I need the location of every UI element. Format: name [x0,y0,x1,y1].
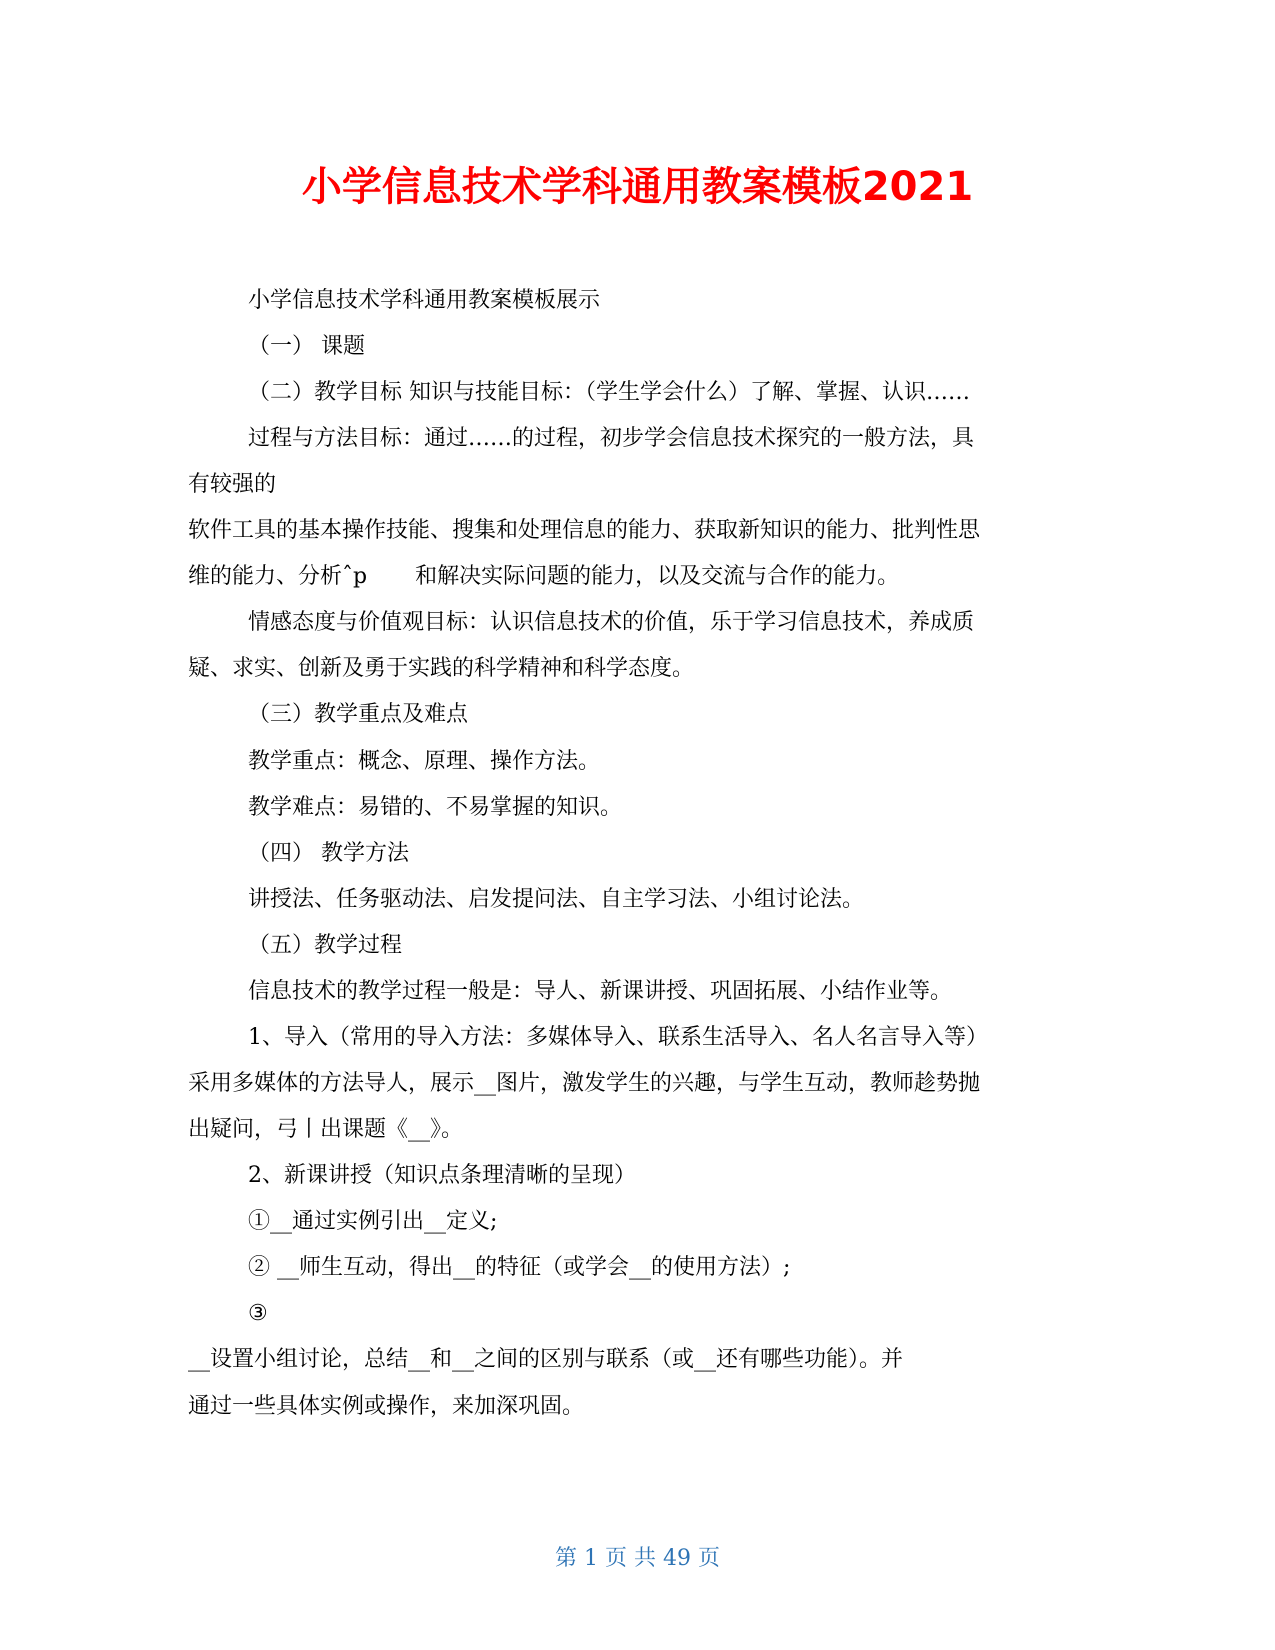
paragraph-key-points-heading: （三）教学重点及难点 [248,702,469,727]
paragraph-item-3-cont: 通过一些具体实例或操作，来加深巩固。 [188,1394,585,1419]
paragraph-step-new-lesson: 2、新课讲授（知识点条理清晰的呈现） [248,1163,636,1188]
paragraph-step-intro-detail-cont: 出疑问，弓丨出课题《__》。 [188,1117,464,1142]
paragraph-key-points: 教学重点：概念、原理、操作方法。 [248,749,601,774]
paragraph-skills-part-b: 和解决实际问题的能力，以及交流与合作的能力。 [415,564,900,589]
paragraph-item-3: __设置小组讨论，总结__和__之间的区别与联系（或__还有哪些功能）。并 [188,1347,904,1372]
paragraph-process-heading: （五）教学过程 [248,933,403,958]
paragraph-intro: 小学信息技术学科通用教案模板展示 [248,288,601,313]
paragraph-skills: 软件工具的基本操作技能、搜集和处理信息的能力、获取新知识的能力、批判性思 [188,518,981,543]
paragraph-methods: 讲授法、任务驱动法、启发提问法、自主学习法、小组讨论法。 [248,887,865,912]
paragraph-difficulties: 教学难点：易错的、不易掌握的知识。 [248,795,623,820]
paragraph-process-method-cont: 有较强的 [188,472,277,497]
paragraph-process-overview: 信息技术的教学过程一般是：导人、新课讲授、巩固拓展、小结作业等。 [248,979,953,1004]
paragraph-item-3-marker: ③ [248,1301,268,1326]
paragraph-attitude: 情感态度与价值观目标：认识信息技术的价值，乐于学习信息技术，养成质 [248,610,975,635]
paragraph-step-intro-detail: 采用多媒体的方法导人，展示__图片，激发学生的兴趣，与学生互动，教师趁势抛 [188,1071,981,1096]
paragraph-methods-heading: （四） 教学方法 [248,841,409,866]
paragraph-process-method: 过程与方法目标：通过……的过程，初步学会信息技术探究的一般方法，具 [248,426,975,451]
paragraph-topic: （一） 课题 [248,334,365,359]
page-footer: 第 1 页 共 49 页 [555,1546,720,1571]
document-title: 小学信息技术学科通用教案模板2021 [301,164,974,210]
paragraph-objectives: （二）教学目标 知识与技能目标：（学生学会什么）了解、掌握、认识…… [248,380,970,405]
paragraph-item-1: ①__通过实例引出__定义; [248,1209,498,1234]
paragraph-step-intro: 1、导入（常用的导入方法：多媒体导入、联系生活导入、名人名言导入等） [248,1025,988,1050]
paragraph-skills-cont [188,562,899,592]
paragraph-item-2: ② __师生互动，得出__的特征（或学会__的使用方法）; [248,1255,791,1280]
paragraph-skills-part-a: 维的能力、分析ˆp [188,564,368,589]
paragraph-attitude-cont: 疑、求实、创新及勇于实践的科学精神和科学态度。 [188,656,695,681]
